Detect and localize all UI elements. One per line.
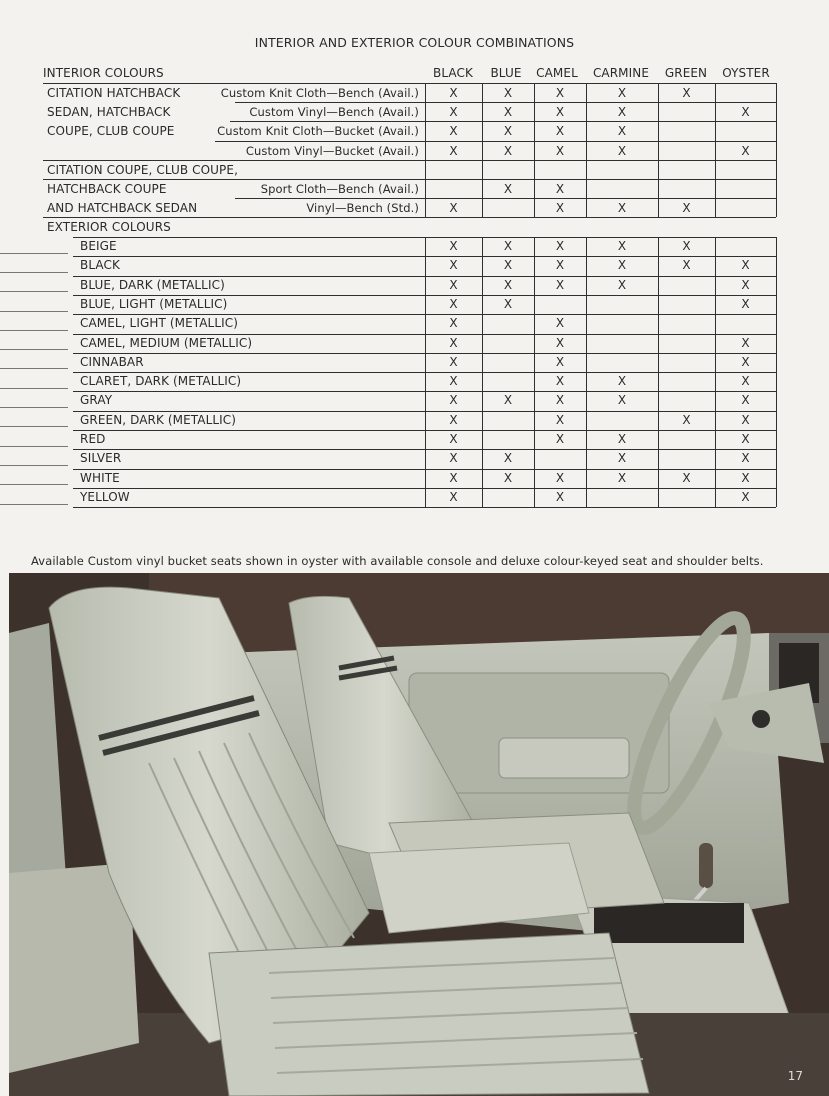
margin-tick — [0, 311, 68, 312]
margin-tick — [0, 426, 68, 427]
column-rule — [482, 83, 483, 217]
availability-mark: X — [741, 412, 750, 427]
margin-tick — [0, 349, 68, 350]
exterior-colour-label: RED — [80, 432, 106, 446]
availability-mark: X — [741, 277, 750, 292]
exterior-colour-label: BLUE, DARK (METALLIC) — [80, 277, 225, 292]
rule-line — [43, 179, 776, 180]
margin-tick — [0, 253, 68, 254]
availability-mark: X — [617, 393, 627, 408]
availability-mark: X — [682, 412, 691, 427]
availability-mark: X — [555, 124, 565, 138]
availability-mark: X — [503, 277, 513, 292]
availability-mark: X — [555, 201, 565, 215]
availability-mark: X — [503, 144, 513, 158]
column-rule — [425, 237, 426, 507]
availability-mark: X — [555, 374, 565, 389]
column-header: OYSTER — [722, 66, 770, 80]
interior-trim-label: Sport Cloth—Bench (Avail.) — [260, 182, 419, 196]
column-rule — [715, 237, 716, 507]
availability-mark: X — [555, 258, 565, 273]
interior-model-label: CITATION COUPE, CLUB COUPE, — [47, 163, 238, 177]
rule-line — [73, 507, 776, 508]
availability-mark: X — [682, 239, 691, 253]
column-header: CARMINE — [592, 66, 650, 80]
availability-mark: X — [682, 201, 691, 215]
availability-mark: X — [741, 335, 750, 350]
interior-trim-label: Custom Knit Cloth—Bench (Avail.) — [220, 86, 419, 100]
exterior-colour-label: BLUE, LIGHT (METALLIC) — [80, 296, 228, 311]
exterior-colour-label: GREEN, DARK (METALLIC) — [80, 412, 237, 427]
availability-mark: X — [449, 316, 458, 331]
availability-mark: X — [617, 432, 627, 446]
exterior-colour-label: CAMEL, MEDIUM (METALLIC) — [80, 335, 253, 350]
availability-mark: X — [682, 470, 691, 485]
availability-mark: X — [555, 144, 565, 158]
margin-tick — [0, 330, 68, 331]
availability-mark: X — [449, 393, 458, 408]
availability-mark: X — [682, 86, 691, 100]
page-number: 17 — [787, 1069, 803, 1083]
availability-mark: X — [617, 258, 627, 273]
exterior-colour-label: WHITE — [80, 470, 120, 485]
margin-tick — [0, 484, 68, 485]
availability-mark: X — [555, 86, 565, 100]
column-header: BLUE — [490, 66, 522, 80]
availability-mark: X — [682, 258, 691, 273]
availability-mark: X — [449, 105, 458, 119]
rule-line — [43, 217, 776, 218]
availability-mark: X — [741, 354, 750, 369]
availability-mark: X — [555, 182, 565, 196]
availability-mark: X — [449, 470, 458, 485]
availability-mark: X — [555, 412, 565, 427]
availability-mark: X — [555, 316, 565, 331]
availability-mark: X — [617, 201, 627, 215]
margin-tick — [0, 388, 68, 389]
availability-mark: X — [555, 393, 565, 408]
column-rule — [658, 83, 659, 217]
availability-mark: X — [555, 432, 565, 446]
rule-line — [235, 198, 776, 199]
column-header: BLACK — [433, 66, 473, 80]
photo-caption: Available Custom vinyl bucket seats shown in oyster with available console and deluxe colour-keyed seat and shoulder belts. — [31, 554, 764, 568]
availability-mark: X — [555, 489, 565, 504]
availability-mark: X — [741, 470, 750, 485]
availability-mark: X — [503, 124, 513, 138]
exterior-colour-label: BEIGE — [80, 239, 117, 253]
exterior-colours-heading: EXTERIOR COLOURS — [47, 220, 171, 234]
exterior-colour-label: SILVER — [80, 451, 122, 466]
availability-mark: X — [617, 124, 627, 138]
rule-line — [215, 141, 776, 142]
availability-mark: X — [449, 432, 458, 446]
availability-mark: X — [741, 393, 750, 408]
availability-mark: X — [555, 354, 565, 369]
availability-mark: X — [555, 105, 565, 119]
interior-model-label: HATCHBACK COUPE — [47, 182, 167, 196]
availability-mark: X — [741, 432, 750, 446]
availability-mark: X — [449, 296, 458, 311]
margin-tick — [0, 368, 68, 369]
column-rule — [534, 83, 535, 217]
availability-mark: X — [449, 124, 458, 138]
margin-tick — [0, 504, 68, 505]
interior-trim-label: Custom Knit Cloth—Bucket (Avail.) — [217, 124, 419, 138]
availability-mark: X — [449, 412, 458, 427]
rule-line — [230, 121, 776, 122]
interior-model-label: CITATION HATCHBACK — [47, 86, 181, 100]
exterior-colour-label: GRAY — [80, 393, 113, 408]
rule-line — [235, 102, 776, 103]
availability-mark: X — [617, 374, 627, 389]
interior-trim-label: Custom Vinyl—Bench (Avail.) — [249, 105, 419, 119]
availability-mark: X — [449, 239, 458, 253]
column-rule — [425, 83, 426, 217]
column-rule — [534, 237, 535, 507]
availability-mark: X — [503, 451, 513, 466]
margin-tick — [0, 291, 68, 292]
availability-mark: X — [503, 393, 513, 408]
availability-mark: X — [617, 470, 627, 485]
column-header: GREEN — [664, 66, 708, 80]
interior-model-label: SEDAN, HATCHBACK — [47, 105, 171, 119]
rule-line — [73, 237, 425, 238]
availability-mark: X — [555, 335, 565, 350]
availability-mark: X — [449, 258, 458, 273]
column-rule — [482, 237, 483, 507]
availability-mark: X — [449, 489, 458, 504]
interior-model-label: COUPE, CLUB COUPE — [47, 124, 175, 138]
column-rule — [776, 83, 777, 217]
rule-line — [425, 237, 776, 238]
availability-mark: X — [449, 451, 458, 466]
availability-mark: X — [503, 86, 513, 100]
availability-mark: X — [617, 277, 627, 292]
rule-line — [43, 83, 776, 84]
exterior-colour-label: CLARET, DARK (METALLIC) — [80, 374, 242, 389]
availability-mark: X — [741, 489, 750, 504]
margin-tick — [0, 407, 68, 408]
rule-line — [43, 160, 776, 161]
column-header: CAMEL — [536, 66, 578, 80]
availability-mark: X — [503, 182, 513, 196]
column-rule — [586, 83, 587, 217]
availability-mark: X — [449, 201, 458, 215]
availability-mark: X — [449, 86, 458, 100]
availability-mark: X — [741, 451, 750, 466]
availability-mark: X — [555, 239, 565, 253]
availability-mark: X — [741, 374, 750, 389]
interior-trim-label: Vinyl—Bench (Std.) — [306, 201, 419, 215]
availability-mark: X — [741, 144, 750, 158]
availability-mark: X — [449, 277, 458, 292]
exterior-colour-label: CINNABAR — [80, 354, 144, 369]
availability-mark: X — [741, 105, 750, 119]
exterior-colour-label: BLACK — [80, 258, 120, 273]
margin-tick — [0, 446, 68, 447]
availability-mark: X — [503, 470, 513, 485]
availability-mark: X — [741, 258, 750, 273]
availability-mark: X — [503, 239, 513, 253]
availability-mark: X — [503, 296, 513, 311]
availability-mark: X — [617, 105, 627, 119]
availability-mark: X — [503, 258, 513, 273]
column-rule — [776, 237, 777, 507]
exterior-colour-label: YELLOW — [80, 489, 130, 504]
column-rule — [586, 237, 587, 507]
interior-trim-label: Custom Vinyl—Bucket (Avail.) — [245, 144, 419, 158]
availability-mark: X — [617, 144, 627, 158]
availability-mark: X — [617, 239, 627, 253]
interior-model-label: AND HATCHBACK SEDAN — [47, 201, 198, 215]
availability-mark: X — [617, 86, 627, 100]
exterior-colour-label: CAMEL, LIGHT (METALLIC) — [80, 316, 239, 331]
availability-mark: X — [555, 470, 565, 485]
availability-mark: X — [449, 374, 458, 389]
availability-mark: X — [449, 335, 458, 350]
availability-mark: X — [449, 144, 458, 158]
availability-mark: X — [449, 354, 458, 369]
margin-tick — [0, 465, 68, 466]
interior-photo — [9, 573, 829, 1096]
column-rule — [715, 83, 716, 217]
page-title: INTERIOR AND EXTERIOR COLOUR COMBINATIONS — [254, 35, 575, 50]
margin-tick — [0, 272, 68, 273]
availability-mark: X — [617, 451, 627, 466]
availability-mark: X — [555, 277, 565, 292]
availability-mark: X — [503, 105, 513, 119]
availability-mark: X — [741, 296, 750, 311]
interior-colours-heading: INTERIOR COLOURS — [43, 66, 164, 80]
column-rule — [658, 237, 659, 507]
